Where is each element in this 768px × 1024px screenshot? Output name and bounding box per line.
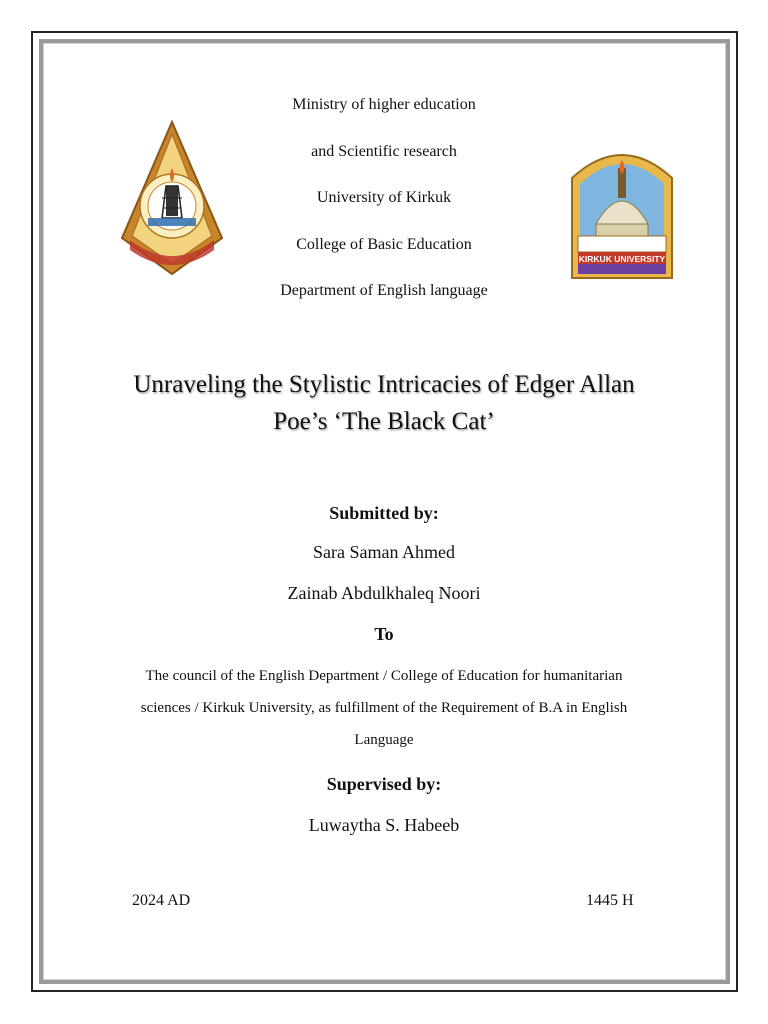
- author-name-1: Sara Saman Ahmed: [313, 542, 455, 562]
- college-emblem-icon: [118, 120, 226, 276]
- research-line: and Scientific research: [311, 142, 457, 160]
- institution-header: [234, 92, 534, 325]
- ministry-line: Ministry of higher education: [292, 96, 476, 113]
- department-line: Department of English language: [280, 282, 488, 299]
- hijri-year: 1445 H: [586, 892, 634, 909]
- author-name-2: Zainab Abdulkhaleq Noori: [287, 583, 481, 603]
- council-line-1: The council of the English Department / College of Education for humanitarian: [145, 668, 623, 684]
- kirkuk-university-emblem-icon: [566, 138, 678, 280]
- council-line-2: sciences / Kirkuk University, as fulfillment of the Requirement of B.A in English: [140, 700, 628, 716]
- supervised-by-heading: Supervised by:: [326, 774, 442, 794]
- submitted-by-heading: Submitted by:: [329, 503, 439, 523]
- thesis-title: [60, 366, 708, 440]
- svg-text:KIRKUK UNIVERSITY: KIRKUK UNIVERSITY: [578, 254, 666, 264]
- council-line-3: Language: [354, 732, 414, 748]
- supervisor-name: Luwaytha S. Habeeb: [308, 815, 460, 835]
- to-heading: To: [374, 624, 394, 644]
- college-line: College of Basic Education: [296, 235, 472, 253]
- university-line: University of Kirkuk: [316, 189, 452, 206]
- thesis-title-line-1: Unraveling the Stylistic Intricacies of Edger Allan: [133, 371, 635, 398]
- thesis-title-line-2: Poe’s ‘The Black Cat’: [273, 408, 495, 435]
- council-statement: [84, 660, 684, 756]
- gregorian-year: 2024 AD: [132, 892, 191, 909]
